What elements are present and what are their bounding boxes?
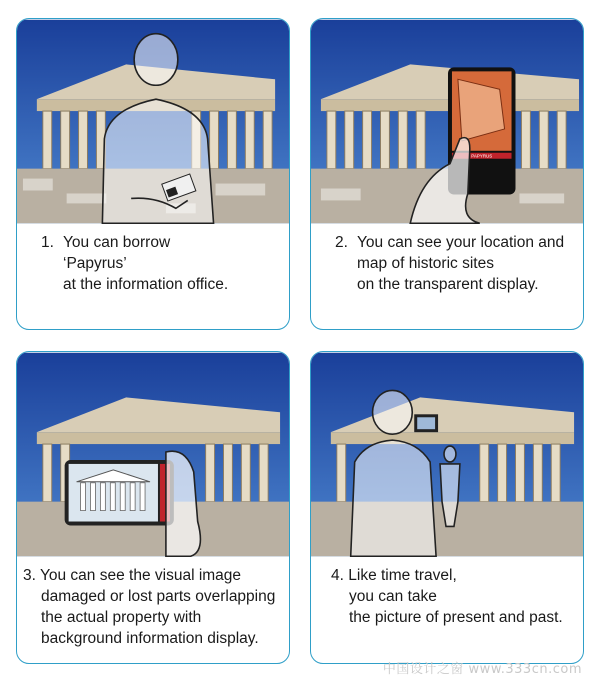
scene-parthenon-map — [311, 19, 583, 224]
caption-line: damaged or lost parts overlapping — [41, 588, 276, 605]
scene-parthenon-person — [17, 19, 289, 224]
watermark-text: 中国设计之窗 www.333cn.com — [382, 662, 582, 677]
scene-parthenon-photo — [311, 352, 583, 557]
caption-line: the picture of present and past. — [349, 609, 563, 626]
step-number: 3. — [23, 567, 36, 584]
panel-1 — [16, 18, 290, 330]
scene-parthenon-reconstruction — [17, 352, 289, 557]
step-number: 1. — [41, 234, 54, 251]
caption-line: at the information office. — [63, 276, 229, 293]
caption-line: background information display. — [41, 630, 259, 647]
papyrus-device-camera — [414, 414, 438, 432]
caption-line: Like time travel, — [348, 567, 457, 584]
panel-4 — [310, 351, 584, 664]
caption-4 — [311, 565, 583, 628]
device-label: PAPYRUS — [471, 153, 493, 159]
caption-1 — [17, 232, 289, 295]
caption-line: You can see the visual image — [39, 567, 242, 584]
panel-3 — [16, 351, 290, 664]
step-number: 2. — [335, 234, 348, 251]
caption-line: the actual property with — [41, 609, 202, 626]
caption-line: you can take — [349, 588, 437, 605]
caption-3 — [17, 565, 289, 649]
caption-line: on the transparent display. — [357, 276, 539, 293]
caption-line: You can borrow — [63, 234, 171, 251]
panel-2 — [310, 18, 584, 330]
caption-2 — [311, 232, 583, 295]
caption-line: map of historic sites — [357, 255, 494, 272]
caption-line: You can see your location and — [357, 234, 565, 251]
caption-line: ‘Papyrus’ — [63, 255, 127, 272]
papyrus-device-temple — [65, 460, 174, 526]
step-number: 4. — [331, 567, 344, 584]
